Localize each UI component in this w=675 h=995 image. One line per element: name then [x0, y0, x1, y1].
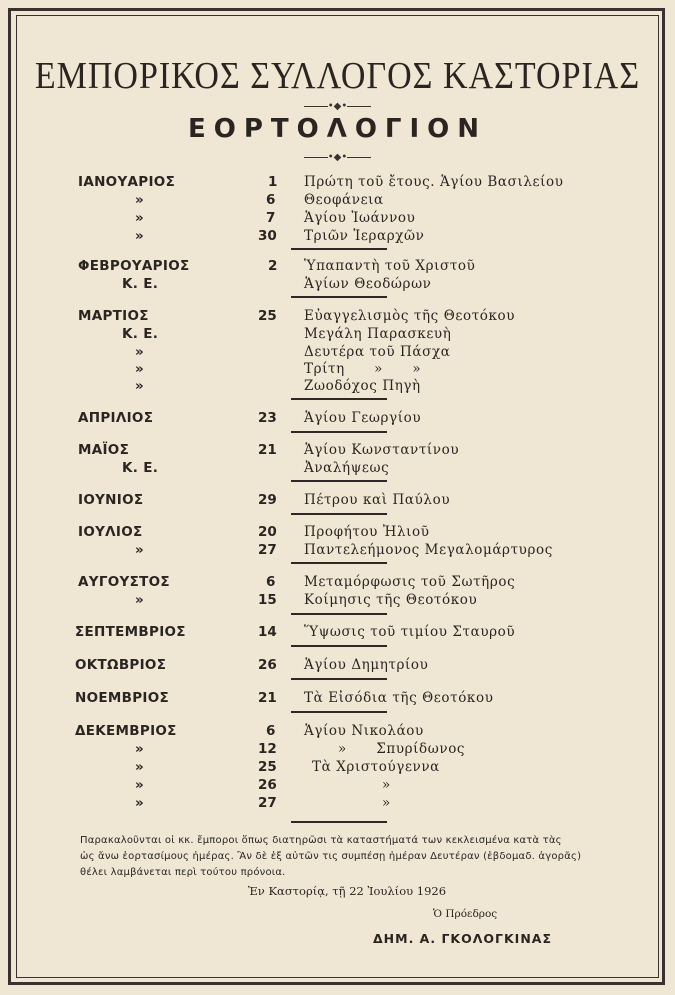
feast-name: Εὐαγγελισμὸς τῆς Θεοτόκου — [304, 308, 516, 324]
day-number: 2 — [268, 258, 278, 274]
day-number: 1 — [268, 174, 278, 190]
feast-name: » Σπυρίδωνος — [338, 741, 466, 757]
feast-name: Ἁγίου Ἰωάννου — [304, 210, 416, 226]
day-number: 29 — [258, 492, 277, 508]
feast-name: Τὰ Εἰσόδια τῆς Θεοτόκου — [304, 690, 494, 706]
month-label: ΜΑΪΟΣ — [78, 442, 130, 458]
feast-name: Προφήτου Ἠλιοῦ — [304, 524, 430, 540]
month-label: » — [135, 210, 145, 226]
feast-name: Δευτέρα τοῦ Πάσχα — [304, 344, 451, 360]
divider — [291, 678, 387, 680]
feast-name: Τρίτη » » — [304, 361, 422, 377]
list-item — [0, 378, 675, 396]
list-item — [0, 344, 675, 362]
month-label: Κ. Ε. — [122, 326, 159, 342]
divider — [291, 480, 387, 482]
month-label: » — [135, 192, 145, 208]
list-item — [0, 592, 675, 610]
divider — [291, 562, 387, 564]
feast-name: » — [382, 777, 391, 793]
day-number: 12 — [258, 741, 277, 757]
list-item — [0, 210, 675, 228]
list-item — [0, 460, 675, 478]
list-item — [0, 777, 675, 795]
divider — [291, 431, 387, 433]
day-number: 30 — [258, 228, 277, 244]
feast-name: Τὰ Χριστούγεννα — [312, 759, 440, 775]
month-label: » — [135, 741, 145, 757]
list-item — [0, 192, 675, 210]
day-number: 27 — [258, 542, 277, 558]
month-label: ΙΑΝΟΥΑΡΙΟΣ — [78, 174, 176, 190]
notice-line: θέλει λαμβάνεται περὶ τούτου πρόνοια. — [80, 867, 286, 878]
month-label: » — [135, 592, 145, 608]
month-label: ΜΑΡΤΙΟΣ — [78, 308, 149, 324]
month-label: ΙΟΥΝΙΟΣ — [78, 492, 144, 508]
day-number: 25 — [258, 308, 277, 324]
feast-name: Παντελεήμονος Μεγαλομάρτυρος — [304, 542, 553, 558]
month-label: » — [135, 777, 145, 793]
divider — [291, 248, 387, 250]
month-label: ΣΕΠΤΕΜΒΡΙΟΣ — [75, 624, 186, 640]
divider — [291, 711, 387, 713]
notice-line: ὡς ἄνω ἑορτασίμους ἡμέρας. Ἂν δὲ ἐξ αὐτῶν τις συμπέσῃ ἡμέραν Δευτέραν (ἑβδομαδ. ἀγορᾶς) — [80, 851, 582, 862]
notice-line: Παρακαλοῦνται οἱ κκ. ἔμποροι ὅπως διατηρῶσι τὰ καταστήματά των κεκλεισμένα κατὰ τὰς — [80, 835, 562, 846]
feast-name: Μεταμόρφωσις τοῦ Σωτῆρος — [304, 574, 516, 590]
month-label: » — [135, 344, 145, 360]
divider — [291, 398, 387, 400]
list-item — [0, 759, 675, 777]
day-number: 20 — [258, 524, 277, 540]
document-title: ΕΜΠΟΡΙΚΟΣ ΣΥΛΛΟΓΟΣ ΚΑΣΤΟΡΙΑΣ — [34, 55, 641, 98]
list-item — [0, 795, 675, 813]
list-item — [0, 690, 675, 708]
list-item — [0, 542, 675, 560]
day-number: 7 — [266, 210, 276, 226]
signature-name: ΔΗΜ. Α. ΓΚΟΛΟΓΚΙΝΑΣ — [373, 931, 553, 946]
list-item — [0, 410, 675, 428]
list-item — [0, 657, 675, 675]
day-number: 23 — [258, 410, 277, 426]
month-label: » — [135, 361, 145, 377]
feast-name: Θεοφάνεια — [304, 192, 384, 208]
ornament-divider: •◆• — [0, 102, 675, 112]
month-label: ΔΕΚΕΜΒΡΙΟΣ — [75, 723, 177, 739]
place-date: Ἐν Καστορίᾳ, τῇ 22 Ἰουλίου 1926 — [248, 884, 447, 898]
feast-name: Ζωοδόχος Πηγὴ — [304, 378, 421, 394]
list-item — [0, 624, 675, 642]
month-label: » — [135, 759, 145, 775]
month-label: ΑΠΡΙΛΙΟΣ — [78, 410, 154, 426]
month-label: ΦΕΒΡΟΥΑΡΙΟΣ — [78, 258, 190, 274]
day-number: 6 — [266, 574, 276, 590]
list-item — [0, 326, 675, 344]
feast-name: Ἁγίων Θεοδώρων — [304, 276, 432, 292]
feast-name: Ἁγίου Νικολάου — [304, 723, 424, 739]
list-item — [0, 308, 675, 326]
month-label: Κ. Ε. — [122, 276, 159, 292]
feast-name: » — [382, 795, 391, 811]
divider — [291, 513, 387, 515]
month-label: Κ. Ε. — [122, 460, 159, 476]
day-number: 26 — [258, 777, 277, 793]
month-label: » — [135, 795, 145, 811]
list-item — [0, 524, 675, 542]
feast-name: Τριῶν Ἱεραρχῶν — [304, 228, 425, 244]
list-item — [0, 258, 675, 276]
feast-name: Ἁγίου Γεωργίου — [304, 410, 422, 426]
feast-name: Πρώτη τοῦ ἔτους. Ἁγίου Βασιλείου — [304, 174, 564, 190]
month-label: ΟΚΤΩΒΡΙΟΣ — [75, 657, 167, 673]
list-item — [0, 228, 675, 246]
list-item — [0, 492, 675, 510]
list-item — [0, 174, 675, 192]
feast-name: Ὕψωσις τοῦ τιμίου Σταυροῦ — [304, 624, 516, 640]
month-label: » — [135, 542, 145, 558]
month-label: ΙΟΥΛΙΟΣ — [78, 524, 143, 540]
list-item — [0, 361, 675, 379]
feast-name: Πέτρου καὶ Παύλου — [304, 492, 451, 508]
divider — [291, 296, 387, 298]
divider — [291, 645, 387, 647]
list-item — [0, 574, 675, 592]
month-label: ΝΟΕΜΒΡΙΟΣ — [75, 690, 170, 706]
president-label: Ὁ Πρόεδρος — [433, 908, 498, 920]
day-number: 6 — [266, 723, 276, 739]
divider — [291, 821, 387, 823]
day-number: 27 — [258, 795, 277, 811]
list-item — [0, 723, 675, 741]
feast-name: Ἀναλήψεως — [304, 460, 390, 476]
list-item — [0, 276, 675, 294]
feast-name: Ἁγίου Δημητρίου — [304, 657, 429, 673]
day-number: 14 — [258, 624, 277, 640]
day-number: 26 — [258, 657, 277, 673]
feast-name: Ἁγίου Κωνσταντίνου — [304, 442, 460, 458]
feast-name: Ὑπαπαντὴ τοῦ Χριστοῦ — [304, 258, 476, 274]
day-number: 21 — [258, 442, 277, 458]
month-label: ΑΥΓΟΥΣΤΟΣ — [78, 574, 170, 590]
feast-name: Κοίμησις τῆς Θεοτόκου — [304, 592, 478, 608]
list-item — [0, 741, 675, 759]
month-label: » — [135, 228, 145, 244]
list-item — [0, 442, 675, 460]
divider — [291, 613, 387, 615]
day-number: 6 — [266, 192, 276, 208]
feast-name: Μεγάλη Παρασκευὴ — [304, 326, 452, 342]
day-number: 21 — [258, 690, 277, 706]
document-heading: ΕΟΡΤΟΛΟΓΙΟΝ — [187, 114, 488, 144]
ornament-divider: •◆• — [0, 153, 675, 163]
month-label: » — [135, 378, 145, 394]
day-number: 25 — [258, 759, 277, 775]
day-number: 15 — [258, 592, 277, 608]
